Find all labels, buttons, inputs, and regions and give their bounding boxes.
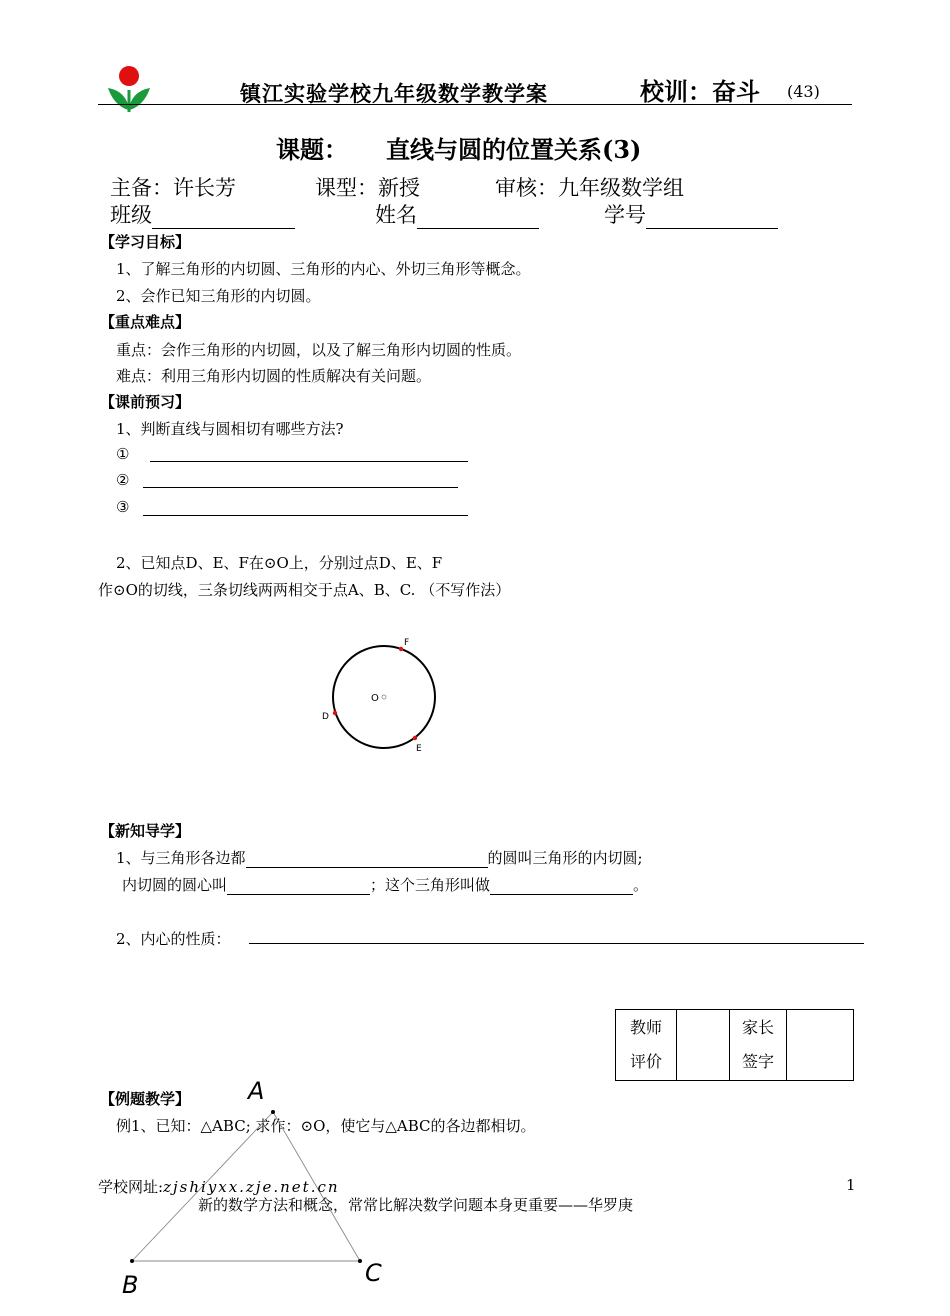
lesson-title xyxy=(276,130,641,165)
evaluation-table xyxy=(615,1009,854,1081)
lesson-type: 课型：新授 xyxy=(315,176,420,200)
student-id-label: 学号 xyxy=(604,203,646,227)
new-knowledge-heading: 【新知导学】 xyxy=(100,822,191,840)
incenter-property-label: 2、内心的性质： xyxy=(116,930,231,948)
point-f-label: F xyxy=(404,638,410,648)
answer-mark-1: ① xyxy=(116,445,130,463)
concept-blank-3[interactable] xyxy=(490,877,633,895)
point-d xyxy=(333,711,337,715)
goal-item: 2、会作已知三角形的内切圆。 xyxy=(116,287,321,305)
example-heading: 【例题教学】 xyxy=(100,1090,191,1108)
concept-line-2 xyxy=(122,874,648,895)
footer-site-label: 学校网址: xyxy=(98,1178,164,1196)
point-f xyxy=(399,647,403,651)
vertex-b-label: B xyxy=(122,1271,139,1299)
lesson-title-text: 直线与圆的位置关系(3) xyxy=(386,135,642,164)
preview-question-1: 1、判断直线与圆相切有哪些方法? xyxy=(116,420,344,438)
vertex-a xyxy=(271,1110,275,1114)
parent-sign-label: 家长 签字 xyxy=(730,1010,787,1081)
name-field xyxy=(375,199,539,229)
focus-text: 重点：会作三角形的内切圆，以及了解三角形内切圆的性质。 xyxy=(116,341,522,359)
vertex-c xyxy=(358,1259,362,1263)
student-id-blank[interactable] xyxy=(646,206,778,229)
concept-blank-1[interactable] xyxy=(246,850,488,868)
key-points-heading: 【重点难点】 xyxy=(100,313,191,331)
name-blank[interactable] xyxy=(417,206,539,229)
incenter-property-line[interactable] xyxy=(249,943,864,944)
goal-item: 1、了解三角形的内切圆、三角形的内心、外切三角形等概念。 xyxy=(116,260,531,278)
lesson-number: (43) xyxy=(787,82,820,101)
answer-mark-2: ② xyxy=(116,471,130,489)
school-title: 镇江实验学校九年级数学教学案 xyxy=(240,81,548,106)
class-field xyxy=(110,199,295,229)
concept-text: 的圆叫三角形的内切圆; xyxy=(487,849,643,867)
concept-line-1 xyxy=(116,847,643,868)
concept-text: 。 xyxy=(633,876,649,894)
center-label: O xyxy=(371,693,379,704)
concept-text: ；这个三角形叫做 xyxy=(370,876,491,894)
point-d-label: D xyxy=(322,712,329,722)
preview-question-2-line1: 2、已知点D、E、F在⊙O上，分别过点D、E、F xyxy=(116,554,443,572)
vertex-a-label: A xyxy=(248,1077,265,1105)
difficulty-text: 难点：利用三角形内切圆的性质解决有关问题。 xyxy=(116,367,432,385)
footer-url[interactable]: zjshiyxx.zje.net.cn xyxy=(163,1178,340,1196)
class-label: 班级 xyxy=(110,203,152,227)
answer-line-1[interactable] xyxy=(150,461,468,462)
vertex-b xyxy=(130,1259,134,1263)
preview-question-2-line2: 作⊙O的切线，三条切线两两相交于点A、B、C. （不写作法） xyxy=(98,581,511,599)
class-blank[interactable] xyxy=(152,206,295,229)
header-divider xyxy=(98,104,852,105)
reviewer: 审核：九年级数学组 xyxy=(495,176,684,200)
preview-heading: 【课前预习】 xyxy=(100,393,191,411)
parent-sign-cell[interactable] xyxy=(787,1010,854,1081)
point-e-label: E xyxy=(416,744,422,754)
answer-line-2[interactable] xyxy=(143,487,458,488)
school-logo-icon xyxy=(104,64,154,114)
point-e xyxy=(413,736,417,740)
student-id-field xyxy=(604,199,778,229)
school-motto: 校训：奋斗 xyxy=(640,77,760,106)
teacher-eval-label: 教师 评价 xyxy=(616,1010,677,1081)
center-point xyxy=(382,695,386,699)
lesson-title-prefix: 课题： xyxy=(276,135,348,164)
concept-blank-2[interactable] xyxy=(227,877,370,895)
author: 主备：许长芳 xyxy=(110,176,236,200)
example-text: 例1、已知：△ABC; 求作：⊙O，使它与△ABC的各边都相切。 xyxy=(116,1117,536,1135)
circle-figure xyxy=(310,630,450,760)
answer-mark-3: ③ xyxy=(116,498,130,516)
goals-heading: 【学习目标】 xyxy=(100,233,191,251)
concept-text: 1、与三角形各边都 xyxy=(116,849,246,867)
circle-o xyxy=(333,646,435,748)
name-label: 姓名 xyxy=(375,203,417,227)
vertex-c-label: C xyxy=(365,1259,382,1287)
page-number: 1 xyxy=(846,1176,856,1194)
footer-quote: 新的数学方法和概念，常常比解决数学问题本身更重要——华罗庚 xyxy=(198,1196,634,1214)
teacher-eval-cell[interactable] xyxy=(677,1010,730,1081)
concept-text: 内切圆的圆心叫 xyxy=(122,876,228,894)
answer-line-3[interactable] xyxy=(143,515,468,516)
